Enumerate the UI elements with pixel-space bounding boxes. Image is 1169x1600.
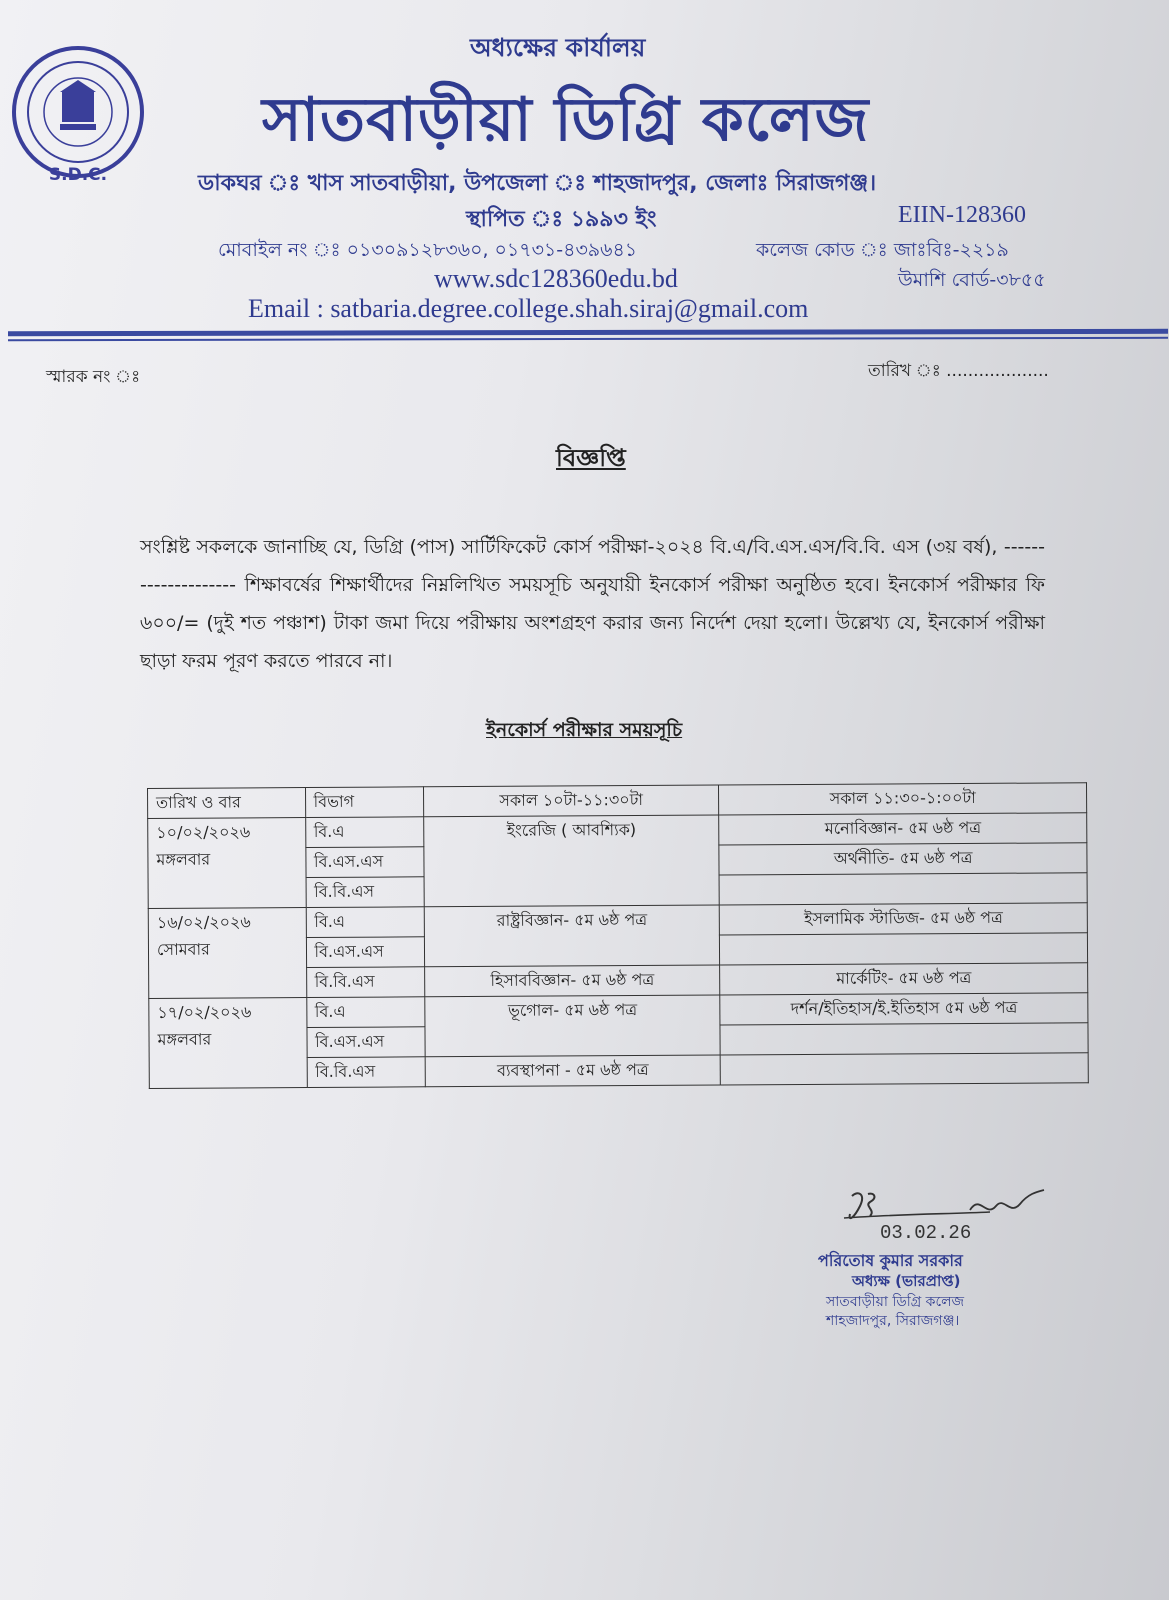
seal-letters: S.D.C. bbox=[48, 165, 108, 185]
college-seal-icon bbox=[8, 40, 144, 190]
subject-cell: ইংরেজি ( আবশ্যিক) bbox=[424, 815, 720, 907]
subject-cell bbox=[720, 1023, 1088, 1055]
signatory-place: শাহজাদপুর, সিরাজগঞ্জ। bbox=[826, 1313, 960, 1329]
header-slot-1: সকাল ১০টা-১১:৩০টা bbox=[423, 785, 719, 817]
exam-date: ১০/০২/২০২৬ bbox=[156, 822, 251, 842]
subject-cell: রাষ্ট্রবিজ্ঞান- ৫ম ৬ষ্ঠ পত্র bbox=[424, 905, 720, 967]
college-code: কলেজ কোড ঃ জাঃবিঃ-২২১৯ bbox=[756, 239, 1009, 261]
subject-cell: অর্থনীতি- ৫ম ৬ষ্ঠ পত্র bbox=[719, 843, 1087, 875]
header-slot-2: সকাল ১১:৩০-১:০০টা bbox=[719, 783, 1087, 815]
dept-cell: বি.এ bbox=[306, 997, 425, 1028]
exam-schedule-table bbox=[147, 782, 1089, 1089]
header-rule bbox=[8, 329, 1168, 336]
subject-cell: ইসলামিক স্টাডিজ- ৫ম ৬ষ্ঠ পত্র bbox=[720, 903, 1088, 935]
college-name: সাতবাড়ীয়া ডিগ্রি কলেজ bbox=[262, 85, 870, 155]
dept-cell: বি.বি.এস bbox=[307, 1057, 426, 1088]
exam-weekday: মঙ্গলবার bbox=[156, 849, 211, 869]
day-cell bbox=[148, 818, 306, 909]
office-title: অধ্যক্ষের কার্যালয় bbox=[470, 33, 646, 62]
subject-cell: হিসাববিজ্ঞান- ৫ম ৬ষ্ঠ পত্র bbox=[425, 965, 721, 997]
dept-cell: বি.বি.এস bbox=[306, 877, 425, 908]
dept-cell: বি.এস.এস bbox=[306, 937, 425, 968]
subject-cell: দর্শন/ইতিহাস/ই.ইতিহাস ৫ম ৬ষ্ঠ পত্র bbox=[720, 993, 1088, 1025]
dept-cell: বি.এস.এস bbox=[305, 847, 424, 878]
email-address: Email : satbaria.degree.college.shah.siraj@gmail.com bbox=[248, 294, 809, 323]
dept-cell: বি.এস.এস bbox=[306, 1027, 425, 1058]
signatory-college: সাতবাড়ীয়া ডিগ্রি কলেজ bbox=[826, 1294, 965, 1310]
date-label: তারিখ ঃ ................... bbox=[868, 361, 1049, 381]
signatory-name: পরিতোষ কুমার সরকার bbox=[818, 1251, 963, 1270]
subject-cell: মনোবিজ্ঞান- ৫ম ৬ষ্ঠ পত্র bbox=[719, 813, 1087, 845]
mobile-numbers: মোবাইল নং ঃ ০১৩০৯১২৮৩৬০, ০১৭৩১-৪৩৯৬৪১ bbox=[218, 239, 638, 261]
eiin-number: EIIN-128360 bbox=[898, 202, 1026, 228]
exam-date: ১৬/০২/২০২৬ bbox=[156, 912, 251, 932]
established-year: স্থাপিত ঃ ১৯৯৩ ইং bbox=[466, 207, 657, 232]
dept-cell: বি.এ bbox=[306, 907, 425, 938]
signatory-title: অধ্যক্ষ (ভারপ্রাপ্ত) bbox=[852, 1272, 961, 1290]
website: www.sdc128360edu.bd bbox=[434, 264, 678, 293]
subject-cell bbox=[719, 873, 1087, 905]
memo-number-label: স্মারক নং ঃ bbox=[46, 367, 141, 387]
signature-date: 03.02.26 bbox=[880, 1222, 972, 1244]
subject-cell bbox=[721, 1053, 1089, 1085]
board-code: উমাশি বোর্ড-৩৮৫৫ bbox=[898, 269, 1046, 291]
header-dept: বিভাগ bbox=[305, 787, 424, 818]
schedule-title: ইনকোর্স পরীক্ষার সময়সূচি bbox=[486, 719, 683, 741]
dept-cell: বি.এ bbox=[305, 817, 424, 848]
notice-body: সংশ্লিষ্ট সকলকে জানাচ্ছি যে, ডিগ্রি (পাস) সার্টিফিকেট কোর্স পরীক্ষা-২০২৪ বি.এ/বি.এস.এস/বি.বি. এস (৩য় বর্ষ), -------------------- শিক্ষাবর্ষের শিক্ষার্থীদের নিম্নলিখিত সময়সূচি অনুযায়ী ইনকোর্স পরীক্ষা অনুষ্ঠিত হবে। ইনকোর্স পরীক্ষার ফি ৬০০/= (দুই শত পঞ্চাশ) টাকা জমা দিয়ে পরীক্ষায় অংশগ্রহণ করার জন্য নির্দেশ দেয়া হলো। উল্লেখ্য যে, ইনকোর্স পরীক্ষা ছাড়া ফরম পূরণ করতে পারবে না। bbox=[140, 536, 1045, 672]
subject-cell: ব্যবস্থাপনা - ৫ম ৬ষ্ঠ পত্র bbox=[425, 1055, 721, 1087]
college-address: ডাকঘর ঃ খাস সাতবাড়ীয়া, উপজেলা ঃ শাহজাদপুর, জেলাঃ সিরাজগঞ্জ। bbox=[198, 171, 877, 196]
day-cell bbox=[149, 998, 307, 1089]
subject-cell bbox=[720, 933, 1088, 965]
subject-cell: ভূগোল- ৫ম ৬ষ্ঠ পত্র bbox=[425, 995, 721, 1057]
exam-weekday: মঙ্গলবার bbox=[157, 1029, 212, 1049]
dept-cell: বি.বি.এস bbox=[306, 967, 425, 998]
header-rule-thin bbox=[8, 337, 1168, 341]
notice-title: বিজ্ঞপ্তি bbox=[556, 444, 626, 472]
exam-weekday: সোমবার bbox=[156, 939, 210, 959]
header-date: তারিখ ও বার bbox=[148, 788, 306, 819]
day-cell bbox=[148, 908, 306, 999]
exam-date: ১৭/০২/২০২৬ bbox=[157, 1002, 252, 1022]
subject-cell: মার্কেটিং- ৫ম ৬ষ্ঠ পত্র bbox=[720, 963, 1088, 995]
